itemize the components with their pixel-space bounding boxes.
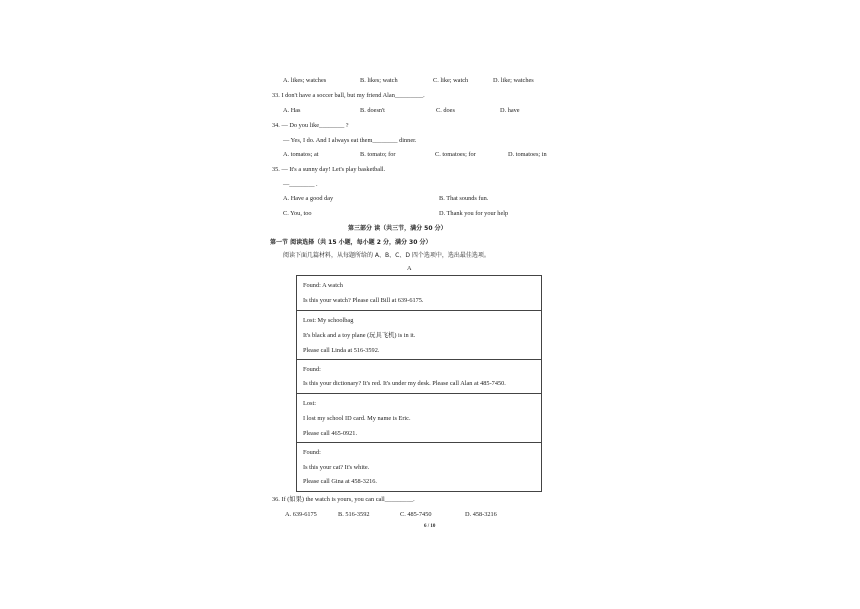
q33-stem: 33. I don't have a soccer ball, but my friend Alan_________. [272, 92, 425, 99]
q35-option-c: C. You, too [283, 210, 312, 217]
q36-option-b: B. 516-3592 [338, 511, 370, 518]
q33-option-d: D. have [500, 107, 520, 114]
q35-option-d: D. Thank you for your help [439, 210, 509, 217]
passage-label: A [407, 265, 412, 272]
notice-heading: Found: [303, 366, 321, 373]
notice-line: Is this your cat? It's white. [303, 464, 370, 471]
q36-option-d: D. 458-3216 [465, 511, 497, 518]
notice-lost-schoolbag [297, 311, 541, 360]
q32-option-a: A. likes; watches [283, 77, 327, 84]
q34-option-a: A. tomatos; at [283, 151, 319, 158]
notice-line: Is this your watch? Please call Bill at 639-6175. [303, 297, 424, 304]
q35-option-a: A. Have a good day [283, 195, 334, 202]
notice-line: Is this your dictionary? It's red. It's under my desk. Please call Alan at 485-7450. [303, 380, 506, 387]
q36-stem: 36. If (如果) the watch is yours, you can call_________. [272, 496, 415, 503]
notice-heading: Found: A watch [303, 282, 343, 289]
q33-option-b: B. doesn't [360, 107, 385, 114]
notice-line: It's black and a toy plane (玩具飞机) is in it. [303, 332, 416, 339]
q34-option-b: B. tomato; for [360, 151, 396, 158]
page-number: 6 / 10 [424, 524, 436, 529]
q36-option-c: C. 485-7450 [400, 511, 432, 518]
q32-option-b: B. likes; watch [360, 77, 398, 84]
notice-line: Please call 465-0921. [303, 430, 358, 437]
q32-option-c: C. like; watch [433, 77, 469, 84]
section1-instruction: 阅读下面几篇材料，从每题所给的 A、B、C、D 四个选项中，选出最佳选项。 [283, 252, 490, 259]
q34-option-d: D. tomatoes; in [508, 151, 547, 158]
part3-title: 第三部分 读（共三节，满分 50 分） [348, 225, 447, 232]
notice-table [296, 275, 542, 492]
q35-option-b: B. That sounds fun. [439, 195, 489, 202]
q33-option-c: C. does [436, 107, 455, 114]
notice-heading: Lost: [303, 400, 316, 407]
q33-option-a: A. Has [283, 107, 301, 114]
notice-line: I lost my school ID card. My name is Eric. [303, 415, 411, 422]
q34-line1: 34. — Do you like________ ? [272, 122, 349, 129]
notice-heading: Lost: My schoolbag [303, 317, 354, 324]
q36-option-a: A. 639-6175 [285, 511, 317, 518]
q35-line2: —________ . [283, 181, 318, 188]
q32-option-d: D. like; watches [493, 77, 534, 84]
notice-lost-id-card [297, 394, 541, 443]
notice-found-dictionary [297, 360, 541, 394]
notice-line: Please call Linda at 516-3592. [303, 347, 380, 354]
notice-found-watch [297, 276, 541, 311]
q34-option-c: C. tomatoes; for [435, 151, 476, 158]
q35-line1: 35. — It's a sunny day! Let's play basketball. [272, 166, 386, 173]
q34-line2: — Yes, I do. And I always eat them________ dinner. [283, 137, 417, 144]
notice-heading: Found: [303, 449, 321, 456]
notice-line: Please call Gina at 458-3216. [303, 478, 377, 485]
notice-found-cat [297, 443, 541, 491]
section1-title: 第一节 阅读选择（共 15 小题，每小题 2 分，满分 30 分） [270, 239, 432, 246]
